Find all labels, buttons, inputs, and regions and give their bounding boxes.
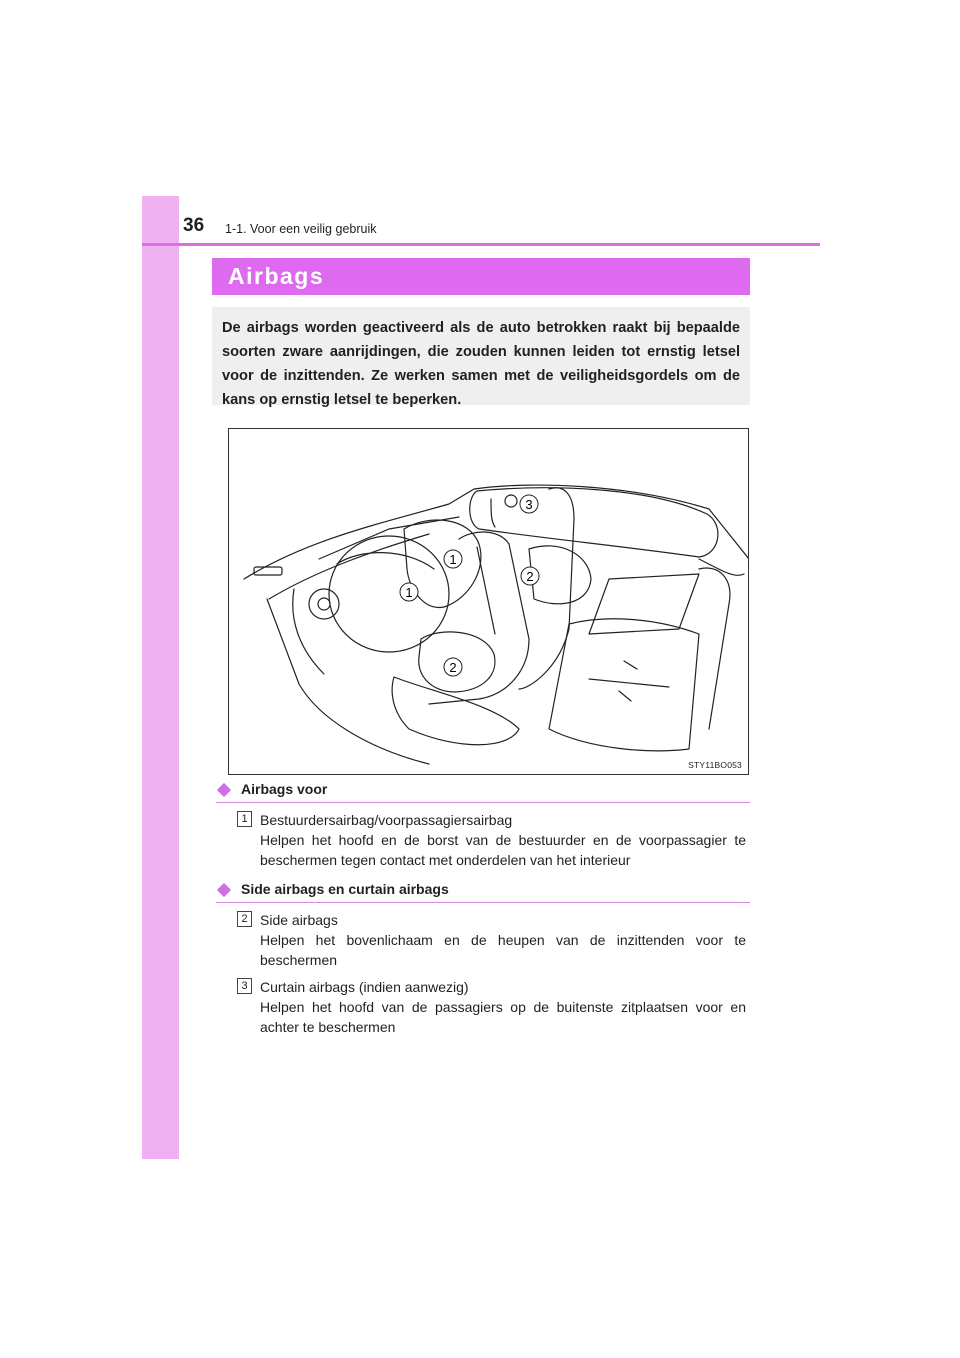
- item-number-box: 3: [237, 978, 252, 994]
- item-front-airbags: [260, 810, 746, 870]
- figure-code: STY11BO053: [688, 760, 742, 770]
- diamond-bullet-icon: [217, 883, 231, 897]
- car-interior-drawing: [229, 429, 749, 775]
- item-title: Curtain airbags (indien aanwezig): [260, 979, 469, 995]
- svg-text:2: 2: [449, 660, 457, 675]
- header-rule: [142, 243, 820, 246]
- subheading-rule: [216, 802, 750, 803]
- intro-box: De airbags worden geactiveerd als de auto betrokken raakt bij bepaalde soorten zware aanrijdingen, die zouden kunnen leiden tot ernstig letsel voor de inzittenden. Ze werken samen met de veiligheidsgordels om de kans op ernstig letsel te beperken.: [212, 307, 750, 405]
- airbag-illustration: [228, 428, 749, 775]
- section-breadcrumb: 1-1. Voor een veilig gebruik: [225, 222, 377, 236]
- svg-text:2: 2: [526, 569, 534, 584]
- callout-3: [520, 495, 538, 513]
- diamond-bullet-icon: [217, 783, 231, 797]
- callout-1b: [400, 583, 418, 601]
- item-title: Side airbags: [260, 912, 338, 928]
- callout-2b: [521, 567, 539, 585]
- title-bar: [212, 258, 750, 295]
- callout-2a: [444, 658, 462, 676]
- page-title: Airbags: [228, 263, 325, 289]
- item-curtain-airbags: [260, 977, 746, 1037]
- svg-text:1: 1: [449, 552, 457, 567]
- item-side-airbags: [260, 910, 746, 970]
- subheading-side-curtain-airbags: Side airbags en curtain airbags: [216, 881, 449, 901]
- item-description: Helpen het bovenlichaam en de heupen van de inzittenden voor te beschermen: [260, 932, 746, 968]
- callout-1a: [444, 550, 462, 568]
- item-description: Helpen het hoofd en de borst van de bestuurder en de voorpassagier te beschermen tegen contact met onderdelen van het interieur: [260, 832, 746, 868]
- svg-text:1: 1: [405, 585, 413, 600]
- item-number-box: 1: [237, 811, 252, 827]
- item-title: Bestuurdersairbag/voorpassagiersairbag: [260, 812, 513, 828]
- subheading-airbags-voor: Airbags voor: [216, 781, 327, 801]
- subheading-rule: [216, 902, 750, 903]
- svg-text:3: 3: [525, 497, 533, 512]
- item-number-box: 2: [237, 911, 252, 927]
- page-number: 36: [183, 215, 205, 236]
- item-description: Helpen het hoofd van de passagiers op de buitenste zitplaatsen voor en achter te beschermen: [260, 999, 746, 1035]
- chapter-side-strip: [142, 196, 179, 1159]
